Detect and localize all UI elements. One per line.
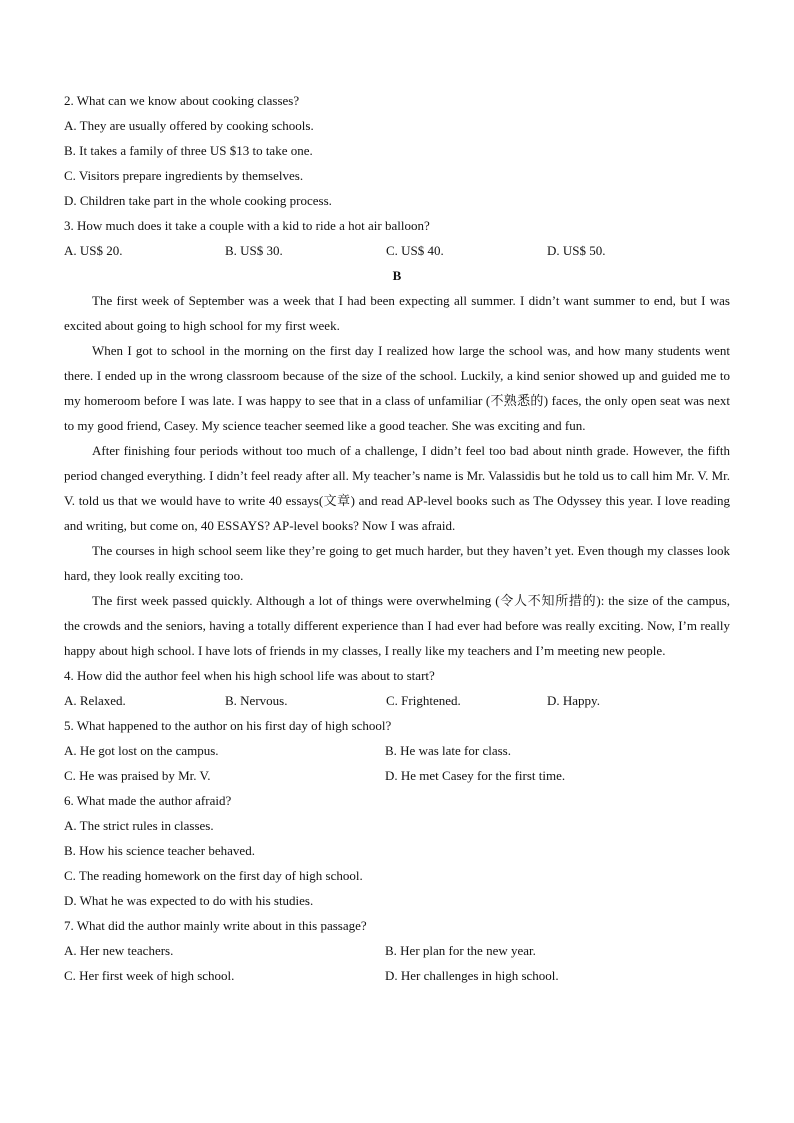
q4-options: [64, 688, 730, 713]
q5-stem: 5. What happened to the author on his first day of high school?: [64, 718, 392, 733]
q7-options-row-2: [64, 963, 730, 988]
q2-option-b: B. It takes a family of three US $13 to take one.: [64, 143, 313, 158]
passage-paragraph-4: The courses in high school seem like they’re going to get much harder, but they haven’t yet. Even though my classes look hard, they look really exciting too.: [64, 543, 730, 583]
q7-option-d: D. Her challenges in high school.: [385, 968, 559, 983]
q3-option-d: D. US$ 50.: [547, 243, 606, 258]
q4-option-b: B. Nervous.: [225, 693, 288, 708]
q5-option-b: B. He was late for class.: [385, 743, 511, 758]
q6-option-b: B. How his science teacher behaved.: [64, 843, 255, 858]
q7-option-a: A. Her new teachers.: [64, 943, 174, 958]
q3-option-a: A. US$ 20.: [64, 243, 123, 258]
q6-option-c: C. The reading homework on the first day of high school.: [64, 868, 363, 883]
q2-stem: 2. What can we know about cooking classes?: [64, 93, 300, 108]
q3-options: [64, 238, 730, 263]
q4-option-c: C. Frightened.: [386, 693, 461, 708]
q2-option-a: A. They are usually offered by cooking schools.: [64, 118, 314, 133]
section-b-title: B: [392, 268, 402, 283]
q4-option-a: A. Relaxed.: [64, 693, 126, 708]
q5-option-a: A. He got lost on the campus.: [64, 743, 219, 758]
q2-option-c: C. Visitors prepare ingredients by themselves.: [64, 168, 304, 183]
q7-option-c: C. Her first week of high school.: [64, 968, 235, 983]
q6-option-a: A. The strict rules in classes.: [64, 818, 214, 833]
passage-paragraph-3: After finishing four periods without too much of a challenge, I didn’t feel too bad about ninth grade. However, the fifth period changed everything. I didn’t feel ready after all. My teacher’s name is Mr. Valassidis but he told us to call him Mr. V. Mr. V. told us that we would have to write 40 essays(文章) and read AP-level books such as The Odyssey this year. I love reading and writing, but come on, 40 ESSAYS? AP-level books? Now I was afraid.: [64, 443, 730, 533]
q6-stem: 6. What made the author afraid?: [64, 793, 232, 808]
q5-option-c: C. He was praised by Mr. V.: [64, 768, 211, 783]
q7-stem: 7. What did the author mainly write about in this passage?: [64, 918, 367, 933]
q6-option-d: D. What he was expected to do with his studies.: [64, 893, 314, 908]
q5-options-row-1: [64, 738, 730, 763]
q5-option-d: D. He met Casey for the first time.: [385, 768, 566, 783]
q2-option-d: D. Children take part in the whole cooking process.: [64, 193, 332, 208]
q7-option-b: B. Her plan for the new year.: [385, 943, 536, 958]
q5-options-row-2: [64, 763, 730, 788]
q3-option-c: C. US$ 40.: [386, 243, 444, 258]
q7-options-row-1: [64, 938, 730, 963]
q4-stem: 4. How did the author feel when his high school life was about to start?: [64, 668, 435, 683]
q4-option-d: D. Happy.: [547, 693, 600, 708]
q3-stem: 3. How much does it take a couple with a kid to ride a hot air balloon?: [64, 218, 430, 233]
exam-page: [64, 88, 730, 988]
passage-paragraph-2: When I got to school in the morning on the first day I realized how large the school was, and how many students went there. I ended up in the wrong classroom because of the size of the school. Luckily, a kind senior showed up and guided me to my homeroom before I was late. I was happy to see that in a class of unfamiliar (不熟悉的) faces, the only open seat was next to my good friend, Casey. My science teacher seemed like a good teacher. She was exciting and fun.: [64, 343, 730, 433]
passage-paragraph-1: The first week of September was a week that I had been expecting all summer. I didn’t want summer to end, but I was excited about going to high school for my first week.: [64, 293, 730, 333]
passage-paragraph-5: The first week passed quickly. Although a lot of things were overwhelming (令人不知所措的): the size of the campus, the crowds and the seniors, having a totally different experience than I had ever had before was really exciting. Now, I’m really happy about high school. I have lots of friends in my classes, I really like my teachers and I’m meeting new people.: [64, 593, 730, 658]
q3-option-b: B. US$ 30.: [225, 243, 283, 258]
